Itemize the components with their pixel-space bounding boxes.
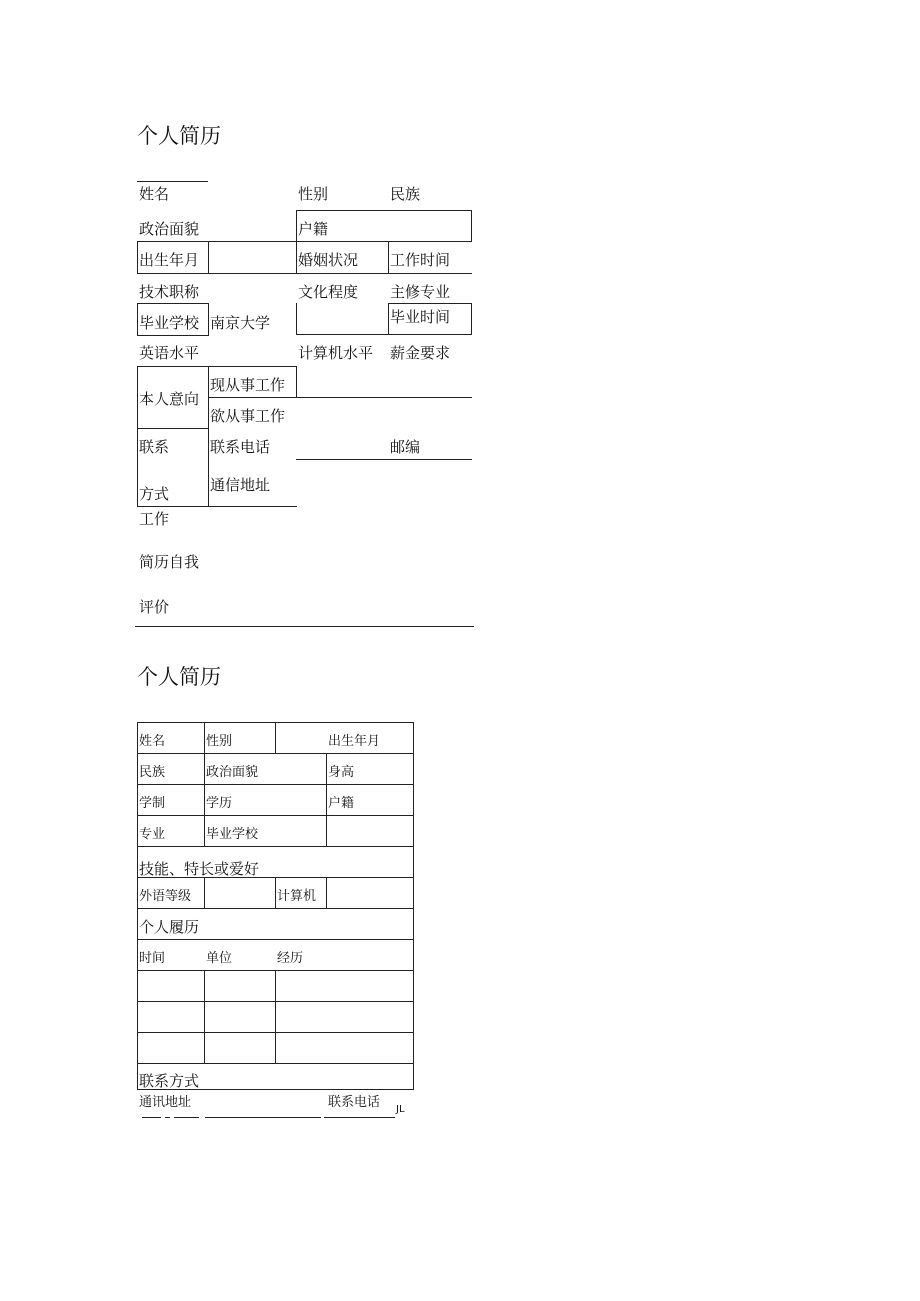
resume2-title: 个人简历 (137, 665, 221, 689)
english-label: 英语水平 (139, 344, 200, 362)
grad-time-label: 毕业时间 (390, 308, 451, 326)
computer-label: 计算机 (277, 889, 317, 904)
evaluation-label: 评价 (139, 598, 170, 616)
contact-label-2: 方式 (139, 485, 170, 503)
row-line (137, 908, 414, 909)
address-label: 通信地址 (210, 476, 271, 494)
postcode-label: 邮编 (390, 438, 421, 456)
phone-label: 联系电话 (210, 438, 271, 456)
col-line (326, 877, 327, 908)
row-line (137, 1063, 414, 1064)
political-label: 政治面貌 (139, 220, 200, 238)
hukou-label: 户籍 (328, 796, 355, 811)
rule (296, 334, 472, 335)
school-value: 南京大学 (210, 314, 271, 332)
education-label: 文化程度 (298, 283, 359, 301)
col-line (275, 722, 276, 753)
school-system-label: 学制 (139, 796, 166, 811)
history-header-experience: 经历 (277, 951, 304, 966)
history-header-unit: 单位 (206, 951, 233, 966)
rule (208, 506, 297, 507)
row-line (137, 846, 414, 847)
height-label: 身高 (328, 765, 355, 780)
col-line (275, 970, 276, 1063)
phone-blank[interactable] (324, 1117, 395, 1118)
rule (296, 273, 472, 274)
phone-label: 联系电话 (328, 1095, 381, 1110)
education-label: 学历 (206, 796, 233, 811)
salary-label: 薪金要求 (390, 344, 451, 362)
marital-label: 婚姻状况 (298, 251, 359, 269)
gender-label: 性别 (206, 734, 233, 749)
footer-mark: JL (396, 1104, 405, 1115)
history-header-time: 时间 (139, 951, 166, 966)
resume1-title: 个人简历 (137, 124, 221, 148)
divider (388, 241, 389, 274)
political-label: 政治面貌 (206, 765, 259, 780)
address-blank[interactable] (174, 1117, 199, 1118)
computer-label: 计算机水平 (298, 344, 374, 362)
address-blank[interactable] (205, 1117, 321, 1118)
row-line (137, 753, 414, 754)
ethnicity-label: 民族 (139, 765, 166, 780)
address-label: 通讯地址 (139, 1095, 192, 1110)
tech-title-label: 技术职称 (139, 283, 200, 301)
current-job-label: 现从事工作 (210, 376, 286, 394)
contact-label: 联系方式 (139, 1072, 200, 1090)
col-line (326, 753, 327, 846)
birth-value-cell[interactable] (208, 241, 297, 274)
birth-label: 出生年月 (328, 734, 381, 749)
rule (296, 459, 472, 460)
work-label: 工作 (139, 510, 170, 528)
hukou-label: 户籍 (298, 220, 329, 238)
school-label: 毕业学校 (139, 314, 200, 332)
col-line (204, 722, 205, 846)
address-blank[interactable] (142, 1117, 161, 1118)
row-line (137, 815, 414, 816)
name-label: 姓名 (139, 185, 170, 203)
rule (135, 626, 474, 627)
rule (137, 428, 209, 429)
birth-label: 出生年月 (139, 251, 200, 269)
col-line (204, 877, 205, 908)
row-line (137, 784, 414, 785)
skills-label: 技能、特长或爱好 (139, 860, 260, 878)
divider (296, 303, 297, 335)
col-line (275, 877, 276, 908)
col-line (204, 970, 205, 1063)
major-label: 专业 (139, 827, 166, 842)
school-label: 毕业学校 (206, 827, 259, 842)
rule (296, 397, 472, 398)
resume-self-label: 简历自我 (139, 553, 200, 571)
contact-label-1: 联系 (139, 438, 170, 456)
major-label: 主修专业 (390, 283, 451, 301)
address-blank[interactable] (165, 1117, 170, 1118)
row-line (137, 939, 414, 940)
name-label: 姓名 (139, 734, 166, 749)
gender-label: 性别 (298, 185, 329, 203)
intention-label: 本人意向 (139, 390, 200, 408)
desired-job-label: 欲从事工作 (210, 407, 286, 425)
work-time-label: 工作时间 (390, 251, 451, 269)
rule (137, 181, 208, 182)
ethnicity-label: 民族 (390, 185, 421, 203)
language-label: 外语等级 (139, 889, 192, 904)
history-label: 个人履历 (139, 918, 200, 936)
